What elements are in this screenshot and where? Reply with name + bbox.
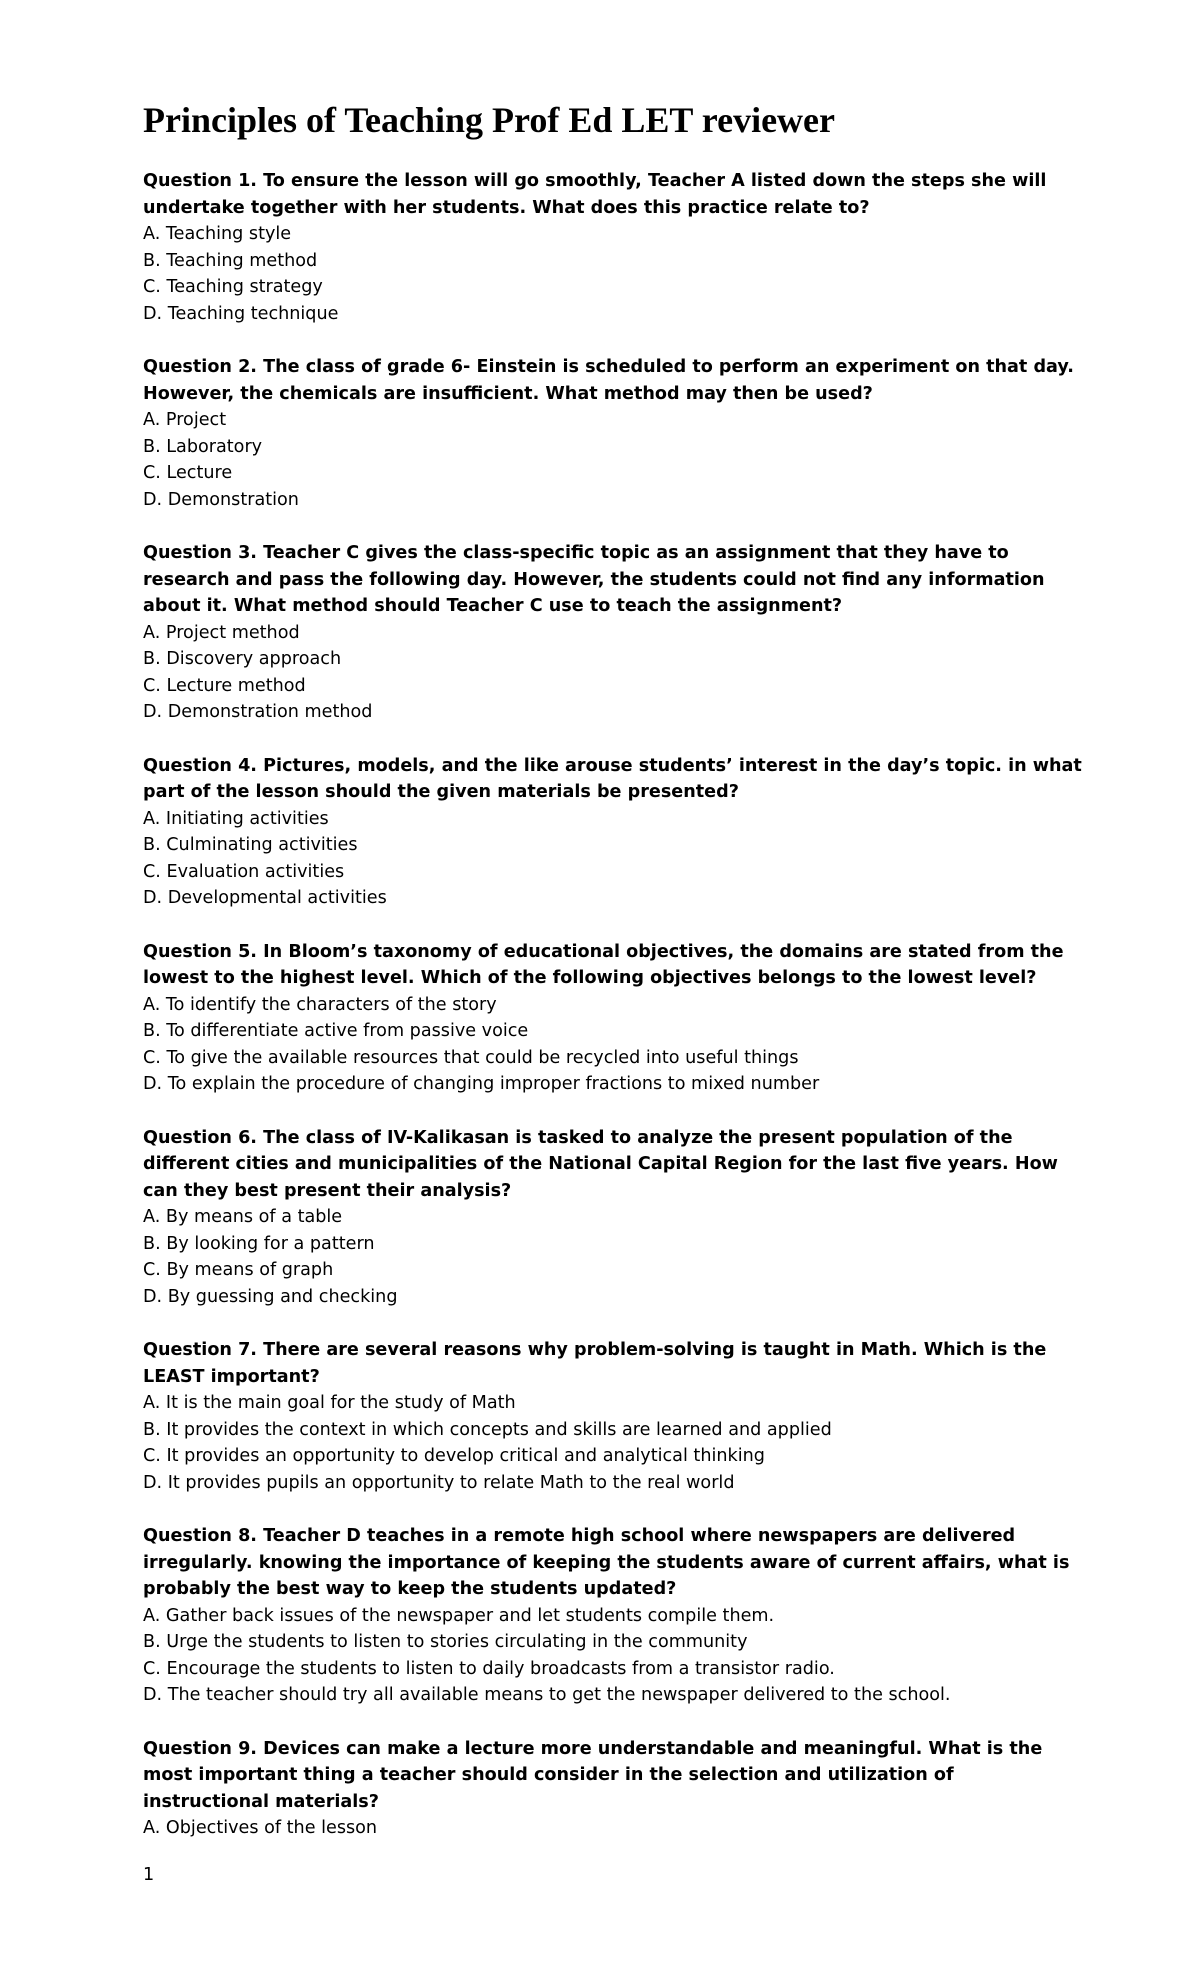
question-text: There are several reasons why problem-solving is taught in Math. Which is the LEAST important? (143, 1340, 1047, 1387)
answer-options (143, 221, 1083, 327)
question-stem (143, 1523, 1083, 1603)
question-number: Question 8. (143, 1526, 257, 1546)
answer-options (143, 806, 1083, 912)
question-stem (143, 168, 1083, 221)
question-block (143, 1125, 1083, 1311)
question-block (143, 753, 1083, 912)
answer-option: A. Objectives of the lesson (143, 1818, 378, 1838)
question-number: Question 1. (143, 171, 257, 191)
question-text: Pictures, models, and the like arouse students’ interest in the day’s topic. in what part of the lesson should the given materials be presented? (143, 755, 1082, 802)
document-title: Principles of Teaching Prof Ed LET reviewer (143, 100, 835, 140)
answer-option: D. It provides pupils an opportunity to relate Math to the real world (143, 1472, 735, 1493)
question-block (143, 354, 1083, 513)
question-text: Teacher D teaches in a remote high school where newspapers are delivered irregularly. knowing the importance of keeping the students aware of current affairs, what is probably the best way to keep the students updated? (143, 1526, 1070, 1599)
question-text: The class of IV-Kalikasan is tasked to analyze the present population of the different cities and municipalities of the National Capital Region for the last five years. How can they best present their analysis? (143, 1127, 1058, 1201)
answer-option: B. It provides the context in which concepts and skills are learned and applied (143, 1419, 832, 1440)
answer-option: A. By means of a table (143, 1207, 343, 1227)
answer-option: C. Encourage the students to listen to daily broadcasts from a transistor radio. (143, 1658, 835, 1679)
answer-option: A. To identify the characters of the story (143, 994, 497, 1015)
question-text: Devices can make a lecture more understandable and meaningful. What is the most important thing a teacher should consider in the selection and utilization of instructional materials? (143, 1738, 1043, 1812)
answer-option: B. Culminating activities (143, 835, 358, 855)
answer-option: C. By means of graph (143, 1260, 334, 1280)
question-block (143, 168, 1083, 327)
question-block (143, 939, 1083, 1098)
answer-option: A. It is the main goal for the study of Math (143, 1393, 516, 1413)
question-number: Question 5. (143, 941, 257, 962)
question-number: Question 7. (143, 1340, 257, 1360)
question-stem (143, 753, 1083, 806)
question-text: In Bloom’s taxonomy of educational objectives, the domains are stated from the lowest to the highest level. Which of the following objectives belongs to the lowest level? (143, 941, 1064, 988)
answer-option: B. By looking for a pattern (143, 1233, 375, 1254)
question-number: Question 6. (143, 1127, 257, 1148)
answer-option: A. Initiating activities (143, 808, 329, 829)
answer-option: C. Evaluation activities (143, 861, 345, 882)
answer-option: B. Discovery approach (143, 649, 342, 669)
page-number: 1 (143, 1865, 155, 1885)
answer-option: B. To differentiate active from passive voice (143, 1021, 529, 1041)
answer-option: A. Project (143, 410, 227, 430)
answer-option: D. Demonstration method (143, 702, 373, 722)
question-text: The class of grade 6- Einstein is scheduled to perform an experiment on that day. However, the chemicals are insufficient. What method may then be used? (143, 357, 1074, 404)
question-text: To ensure the lesson will go smoothly, Teacher A listed down the steps she will undertake together with her students. What does this practice relate to? (143, 171, 1047, 218)
answer-option: C. To give the available resources that could be recycled into useful things (143, 1047, 799, 1068)
answer-option: D. By guessing and checking (143, 1286, 398, 1307)
answer-options (143, 992, 1083, 1098)
question-block (143, 540, 1083, 726)
question-stem (143, 540, 1083, 620)
question-number: Question 2. (143, 357, 257, 377)
question-stem (143, 1736, 1083, 1816)
answer-option: B. Laboratory (143, 436, 263, 457)
question-number: Question 9. (143, 1738, 257, 1759)
answer-options (143, 407, 1083, 513)
question-number: Question 4. (143, 755, 257, 776)
answer-option: A. Project method (143, 622, 300, 643)
answer-options (143, 1390, 1083, 1496)
question-stem (143, 939, 1083, 992)
answer-option: C. Teaching strategy (143, 277, 323, 297)
question-number: Question 3. (143, 543, 257, 563)
answer-option: C. Lecture (143, 463, 233, 483)
question-block (143, 1736, 1083, 1842)
answer-option: C. It provides an opportunity to develop critical and analytical thinking (143, 1446, 765, 1466)
question-text: Teacher C gives the class-specific topic as an assignment that they have to research and pass the following day. However, the students could not find any information about it. What method should Teacher C use to teach the assignment? (143, 543, 1045, 616)
answer-option: A. Teaching style (143, 224, 292, 244)
answer-option: D. The teacher should try all available means to get the newspaper delivered to the school. (143, 1685, 951, 1705)
answer-option: B. Urge the students to listen to stories circulating in the community (143, 1632, 748, 1652)
question-block (143, 1337, 1083, 1496)
answer-option: D. Demonstration (143, 489, 299, 510)
answer-options (143, 1815, 1083, 1842)
question-stem (143, 1337, 1083, 1390)
answer-options (143, 620, 1083, 726)
answer-options (143, 1204, 1083, 1310)
question-block (143, 1523, 1083, 1709)
question-stem (143, 354, 1083, 407)
answer-options (143, 1603, 1083, 1709)
answer-option: B. Teaching method (143, 250, 318, 271)
answer-option: D. Teaching technique (143, 303, 339, 324)
answer-option: A. Gather back issues of the newspaper and let students compile them. (143, 1605, 775, 1626)
answer-option: C. Lecture method (143, 675, 306, 696)
answer-option: D. To explain the procedure of changing improper fractions to mixed number (143, 1074, 820, 1094)
question-list (143, 168, 1083, 1869)
answer-option: D. Developmental activities (143, 888, 387, 908)
question-stem (143, 1125, 1083, 1205)
